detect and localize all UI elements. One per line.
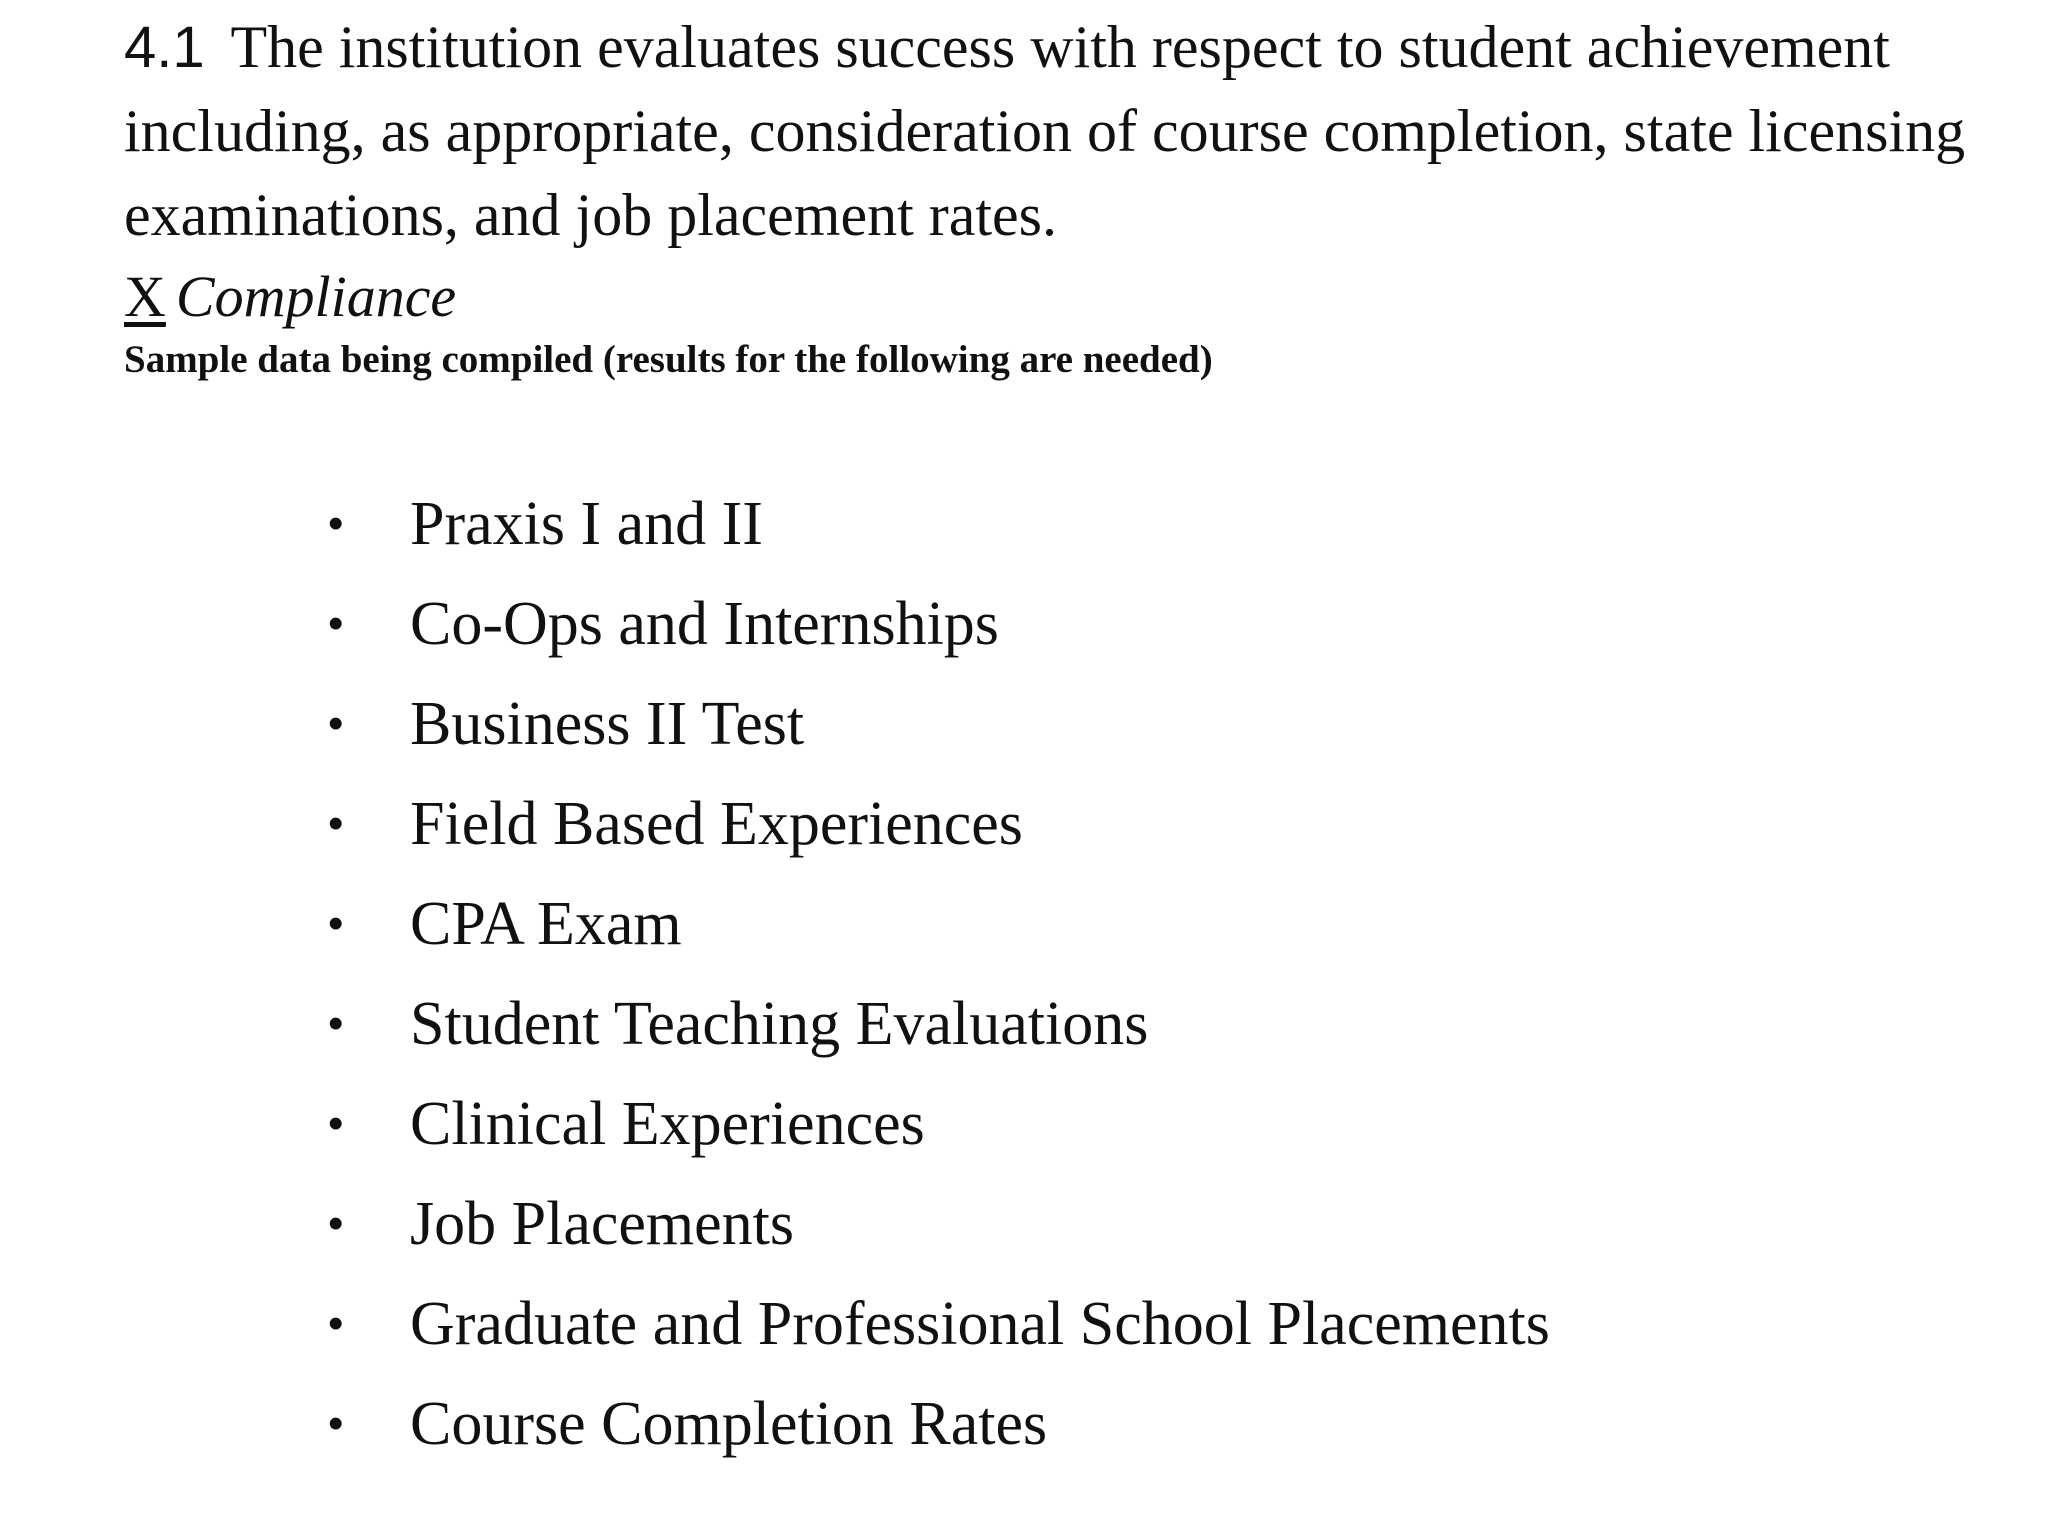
standard-number: 4.1 [124, 15, 205, 80]
bullet-icon: • [328, 1299, 344, 1348]
bullet-icon: • [328, 1399, 344, 1448]
standard-heading [124, 6, 2004, 258]
list-item-label: Business II Test [410, 690, 805, 758]
bullet-icon: • [328, 1099, 344, 1148]
bullet-icon: • [328, 699, 344, 748]
bullet-icon: • [328, 899, 344, 948]
list-item-label: Course Completion Rates [410, 1390, 1048, 1458]
list-item-label: Clinical Experiences [410, 1090, 925, 1158]
compliance-mark: X [124, 264, 166, 329]
bullet-icon: • [328, 599, 344, 648]
compliance-status: Compliance [175, 264, 457, 329]
compliance-line [124, 262, 456, 332]
sample-data-note: Sample data being compiled (results for the following are needed) [124, 338, 1213, 381]
list-item-label: Co-Ops and Internships [410, 590, 999, 658]
bullet-icon: • [328, 799, 344, 848]
standard-text: The institution evaluates success with respect to student achievement including, as appropriate, consideration of course completion, state licensing examinations, and job placement rates. [124, 14, 1966, 248]
list-item-label: Graduate and Professional School Placements [410, 1290, 1550, 1358]
bullet-icon: • [328, 999, 344, 1048]
list-item-label: Job Placements [410, 1190, 794, 1258]
list-item-label: CPA Exam [410, 890, 682, 958]
list-item-label: Praxis I and II [410, 490, 763, 558]
list-item-label: Student Teaching Evaluations [410, 990, 1149, 1058]
bullet-icon: • [328, 1199, 344, 1248]
bullet-icon: • [328, 499, 344, 548]
list-item-label: Field Based Experiences [410, 790, 1023, 858]
